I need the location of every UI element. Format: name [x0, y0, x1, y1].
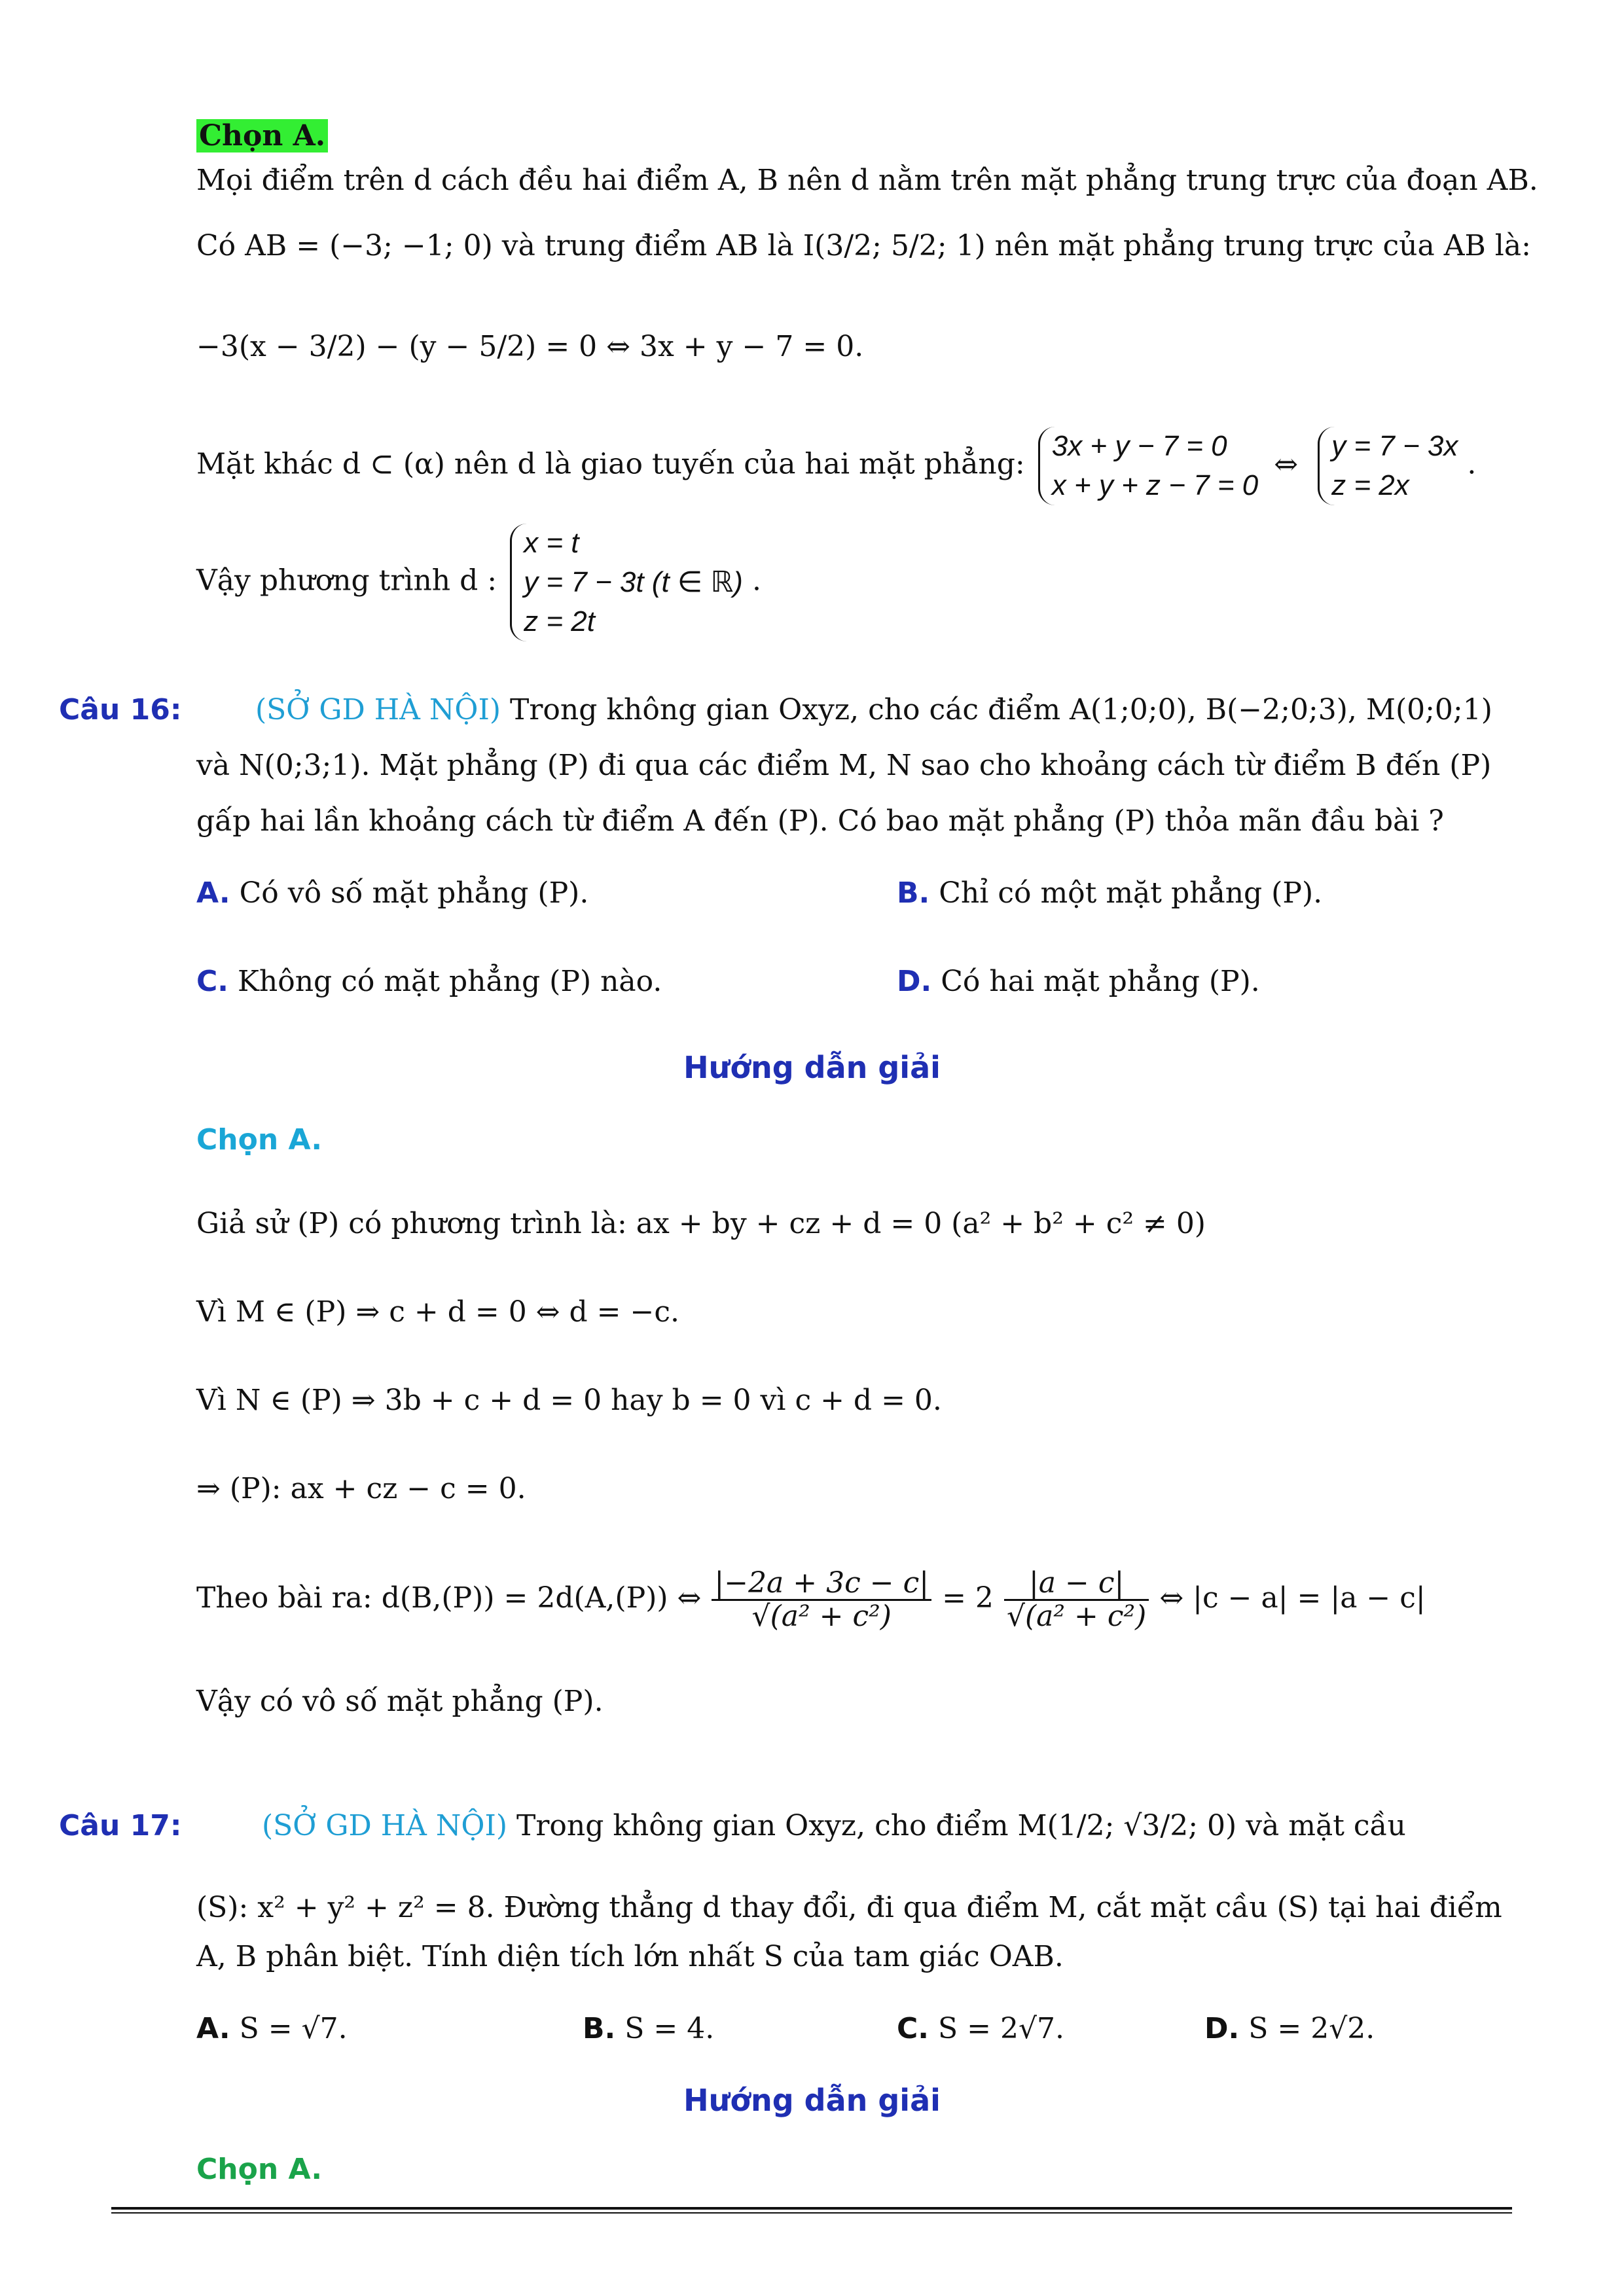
q16-stem-line-3: gấp hai lần khoảng cách từ điểm A đến (P). Có bao mặt phẳng (P) thỏa mãn đầu bài ?: [196, 804, 1444, 838]
q15-system-2: y = 7 − 3x z = 2x: [1318, 427, 1458, 505]
q15-parametric-system: x = t y = 7 − 3t (t ∈ ℝ) z = 2t: [510, 524, 743, 641]
q16-step-5: Theo bài ra: d(B,(P)) = 2d(A,(P)) ⇔ $\frac{|-2a + 3c - c|}{\text{√(a² + c²)}}$ = 2 $\frac{|a - c|}{\text{√(a² + c²)}}$ ⇔ |c − a| = |a − c|: [196, 1566, 1426, 1633]
q16-stem-line-1: (SỞ GD HÀ NỘI) Trong không gian Oxyz, cho các điểm A(1;0;0), B(−2;0;3), M(0;0;1): [255, 693, 1492, 726]
q16-fraction-1: $\frac{|-2a + 3c - c|}{\text{√(a² + c²)}}$: [712, 1568, 931, 1632]
q16-conclusion: Vậy có vô số mặt phẳng (P).: [196, 1685, 604, 1718]
q16-stem-line-2: và N(0;3;1). Mặt phẳng (P) đi qua các điểm M, N sao cho khoảng cách từ điểm B đến (P): [196, 749, 1492, 782]
q17-option-a[interactable]: A. S = √7.: [196, 2012, 348, 2045]
footer-rule: [111, 2207, 1512, 2210]
q17-solution-heading: Hướng dẫn giải: [683, 2083, 941, 2118]
q16-option-c[interactable]: C. Không có mặt phẳng (P) nào.: [196, 965, 662, 998]
q15-plane-intro: nên mặt phẳng trung trực của AB là:: [994, 229, 1531, 262]
q16-fraction-2: $\frac{|a - c|}{\text{√(a² + c²)}}$: [1004, 1568, 1149, 1632]
q16-step-2: Vì M ∈ (P) ⇒ c + d = 0 ⇔ d = −c.: [196, 1295, 680, 1329]
q16-step-3: Vì N ∈ (P) ⇒ 3b + c + d = 0 hay b = 0 vì c + d = 0.: [196, 1384, 942, 1417]
q17-stem-line-3: A, B phân biệt. Tính diện tích lớn nhất S của tam giác OAB.: [196, 1940, 1064, 1973]
footer-rule-thin: [111, 2212, 1512, 2214]
q17-stem-line-2: (S): x² + y² + z² = 8. Đường thẳng d thay đổi, đi qua điểm M, cắt mặt cầu (S) tại hai điểm: [196, 1891, 1502, 1924]
q15-parametric-line: Vậy phương trình d : x = t y = 7 − 3t (t ∈ ℝ) z = 2t .: [196, 524, 761, 641]
q16-step-4: ⇒ (P): ax + cz − c = 0.: [196, 1472, 526, 1505]
q17-stem-line-1: (SỞ GD HÀ NỘI) Trong không gian Oxyz, cho điểm M(1/2; √3/2; 0) và mặt cầu: [262, 1809, 1406, 1842]
q15-vector-midpoint: Có AB = (−3; −1; 0) và trung điểm AB là I(3/2; 5/2; 1): [196, 229, 986, 262]
q17-answer-choice: Chọn A.: [196, 2153, 323, 2186]
q16-label: Câu 16:: [59, 693, 182, 726]
q17-option-b[interactable]: B. S = 4.: [583, 2012, 715, 2045]
q17-source: (SỞ GD HÀ NỘI): [262, 1809, 508, 1842]
q15-intersection-text: Mặt khác d ⊂ (α) nên d là giao tuyến của hai mặt phẳng:: [196, 447, 1025, 481]
q16-answer-choice: Chọn A.: [196, 1123, 323, 1157]
q15-plane-equation: −3(x − 3/2) − (y − 5/2) = 0 ⇔ 3x + y − 7 = 0.: [196, 330, 864, 363]
q16-option-d[interactable]: D. Có hai mặt phẳng (P).: [897, 965, 1260, 998]
q16-option-b[interactable]: B. Chỉ có một mặt phẳng (P).: [897, 876, 1323, 910]
q16-step-1: Giả sử (P) có phương trình là: ax + by + cz + d = 0 (a² + b² + c² ≠ 0): [196, 1207, 1206, 1240]
q15-answer-choice: Chọn A.: [196, 117, 328, 156]
q16-option-a[interactable]: A. Có vô số mặt phẳng (P).: [196, 876, 589, 910]
q15-solution-line-1: Mọi điểm trên d cách đều hai điểm A, B nên d nằm trên mặt phẳng trung trực của đoạn AB.: [196, 164, 1538, 197]
q17-option-d[interactable]: D. S = 2√2.: [1204, 2012, 1375, 2045]
q16-solution-heading: Hướng dẫn giải: [683, 1050, 941, 1085]
q16-source: (SỞ GD HÀ NỘI): [255, 693, 501, 726]
q15-parametric-text: Vậy phương trình d :: [196, 564, 497, 598]
q15-intersection-line: Mặt khác d ⊂ (α) nên d là giao tuyến của hai mặt phẳng: 3x + y − 7 = 0 x + y + z − 7 = 0 ⇔ y = 7 − 3x z = 2x .: [196, 427, 1476, 505]
q17-option-c[interactable]: C. S = 2√7.: [897, 2012, 1065, 2045]
q15-solution-line-2: [196, 226, 1531, 266]
q17-label: Câu 17:: [59, 1809, 182, 1842]
q15-system-1: 3x + y − 7 = 0 x + y + z − 7 = 0: [1038, 427, 1259, 505]
